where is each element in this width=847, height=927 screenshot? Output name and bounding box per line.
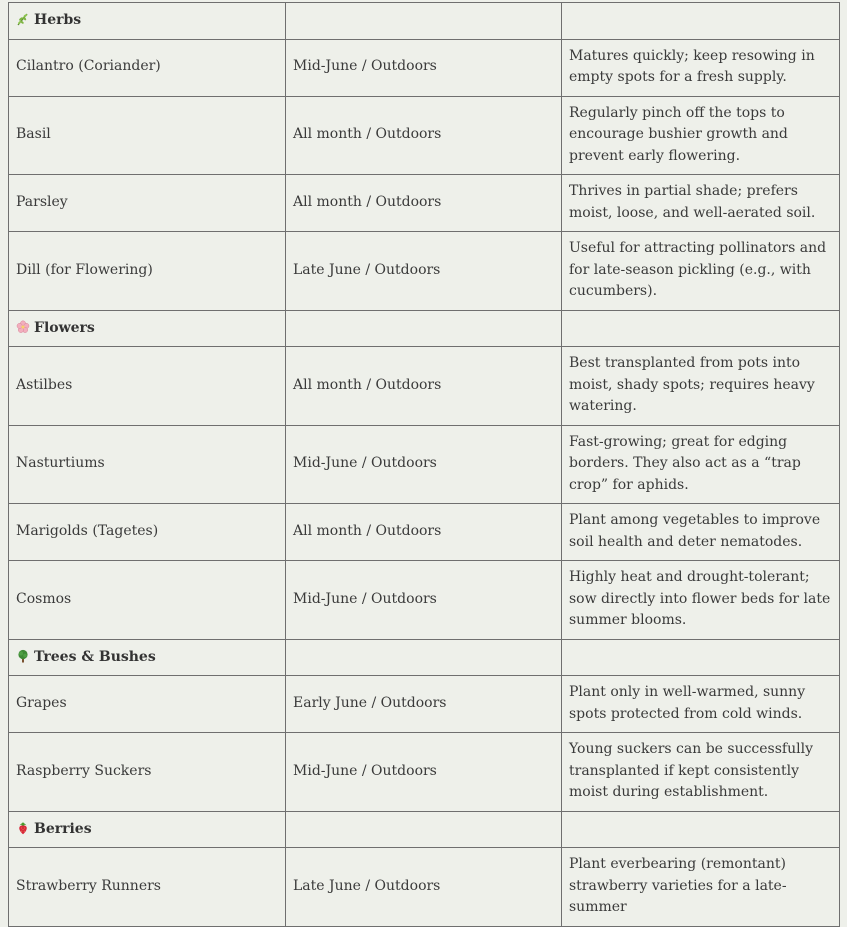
plant-name-cell: Basil (9, 96, 286, 175)
empty-cell (562, 310, 840, 347)
table-row (9, 96, 840, 175)
planting-time-cell: Early June / Outdoors (286, 676, 562, 733)
empty-cell (286, 3, 562, 40)
care-notes-cell: Useful for attracting pollinators and for late-season pickling (e.g., with cucumbers). (562, 232, 840, 311)
planting-time-cell: Mid-June / Outdoors (286, 733, 562, 812)
section-header-row (9, 310, 840, 347)
section-title: Berries (34, 820, 92, 837)
table-row (9, 175, 840, 232)
empty-cell (286, 811, 562, 848)
plant-name-cell: Cosmos (9, 561, 286, 640)
plant-name-cell: Nasturtiums (9, 425, 286, 504)
care-notes-cell: Fast-growing; great for edging borders. They also act as a “trap crop” for aphids. (562, 425, 840, 504)
plant-name-cell: Astilbes (9, 347, 286, 426)
care-notes-cell: Plant only in well-warmed, sunny spots protected from cold winds. (562, 676, 840, 733)
empty-cell (562, 639, 840, 676)
care-notes-cell: Plant among vegetables to improve soil health and deter nematodes. (562, 504, 840, 561)
care-notes-cell: Highly heat and drought-tolerant; sow directly into flower beds for late summer blooms. (562, 561, 840, 640)
section-header-cell (9, 811, 286, 848)
empty-cell (286, 310, 562, 347)
table-row (9, 848, 840, 927)
empty-cell (562, 3, 840, 40)
section-title: Flowers (34, 319, 95, 336)
planting-time-cell: Late June / Outdoors (286, 232, 562, 311)
planting-time-cell: All month / Outdoors (286, 96, 562, 175)
table-row (9, 561, 840, 640)
table-row (9, 425, 840, 504)
planting-time-cell: All month / Outdoors (286, 504, 562, 561)
herb-icon (16, 12, 30, 26)
planting-time-cell: Mid-June / Outdoors (286, 39, 562, 96)
section-title: Herbs (34, 12, 82, 28)
planting-time-cell: All month / Outdoors (286, 175, 562, 232)
table-row (9, 39, 840, 96)
planting-time-cell: All month / Outdoors (286, 347, 562, 426)
empty-cell (562, 811, 840, 848)
table-row (9, 232, 840, 311)
section-header-cell (9, 639, 286, 676)
section-title: Trees & Bushes (34, 648, 156, 665)
planting-table-body (9, 3, 840, 927)
section-header-row (9, 3, 840, 40)
table-row (9, 676, 840, 733)
plant-name-cell: Dill (for Flowering) (9, 232, 286, 311)
plant-name-cell: Grapes (9, 676, 286, 733)
plant-name-cell: Raspberry Suckers (9, 733, 286, 812)
planting-time-cell: Mid-June / Outdoors (286, 561, 562, 640)
table-row (9, 504, 840, 561)
section-header-cell (9, 310, 286, 347)
section-header-row (9, 811, 840, 848)
planting-time-cell: Late June / Outdoors (286, 848, 562, 927)
strawberry-icon (16, 821, 30, 835)
plant-name-cell: Parsley (9, 175, 286, 232)
care-notes-cell: Best transplanted from pots into moist, shady spots; requires heavy watering. (562, 347, 840, 426)
care-notes-cell: Plant everbearing (remontant) strawberry varieties for a late-summer (562, 848, 840, 927)
care-notes-cell: Thrives in partial shade; prefers moist, loose, and well-aerated soil. (562, 175, 840, 232)
plant-name-cell: Strawberry Runners (9, 848, 286, 927)
tree-icon (16, 649, 30, 663)
planting-time-cell: Mid-June / Outdoors (286, 425, 562, 504)
empty-cell (286, 639, 562, 676)
care-notes-cell: Regularly pinch off the tops to encourage bushier growth and prevent early flowering. (562, 96, 840, 175)
plant-name-cell: Cilantro (Coriander) (9, 39, 286, 96)
planting-table (8, 2, 840, 927)
care-notes-cell: Young suckers can be successfully transplanted if kept consistently moist during establishment. (562, 733, 840, 812)
table-row (9, 733, 840, 812)
plant-name-cell: Marigolds (Tagetes) (9, 504, 286, 561)
section-header-row (9, 639, 840, 676)
care-notes-cell: Matures quickly; keep resowing in empty spots for a fresh supply. (562, 39, 840, 96)
section-header-cell (9, 3, 286, 40)
table-row (9, 347, 840, 426)
cherry-blossom-icon (16, 320, 30, 334)
